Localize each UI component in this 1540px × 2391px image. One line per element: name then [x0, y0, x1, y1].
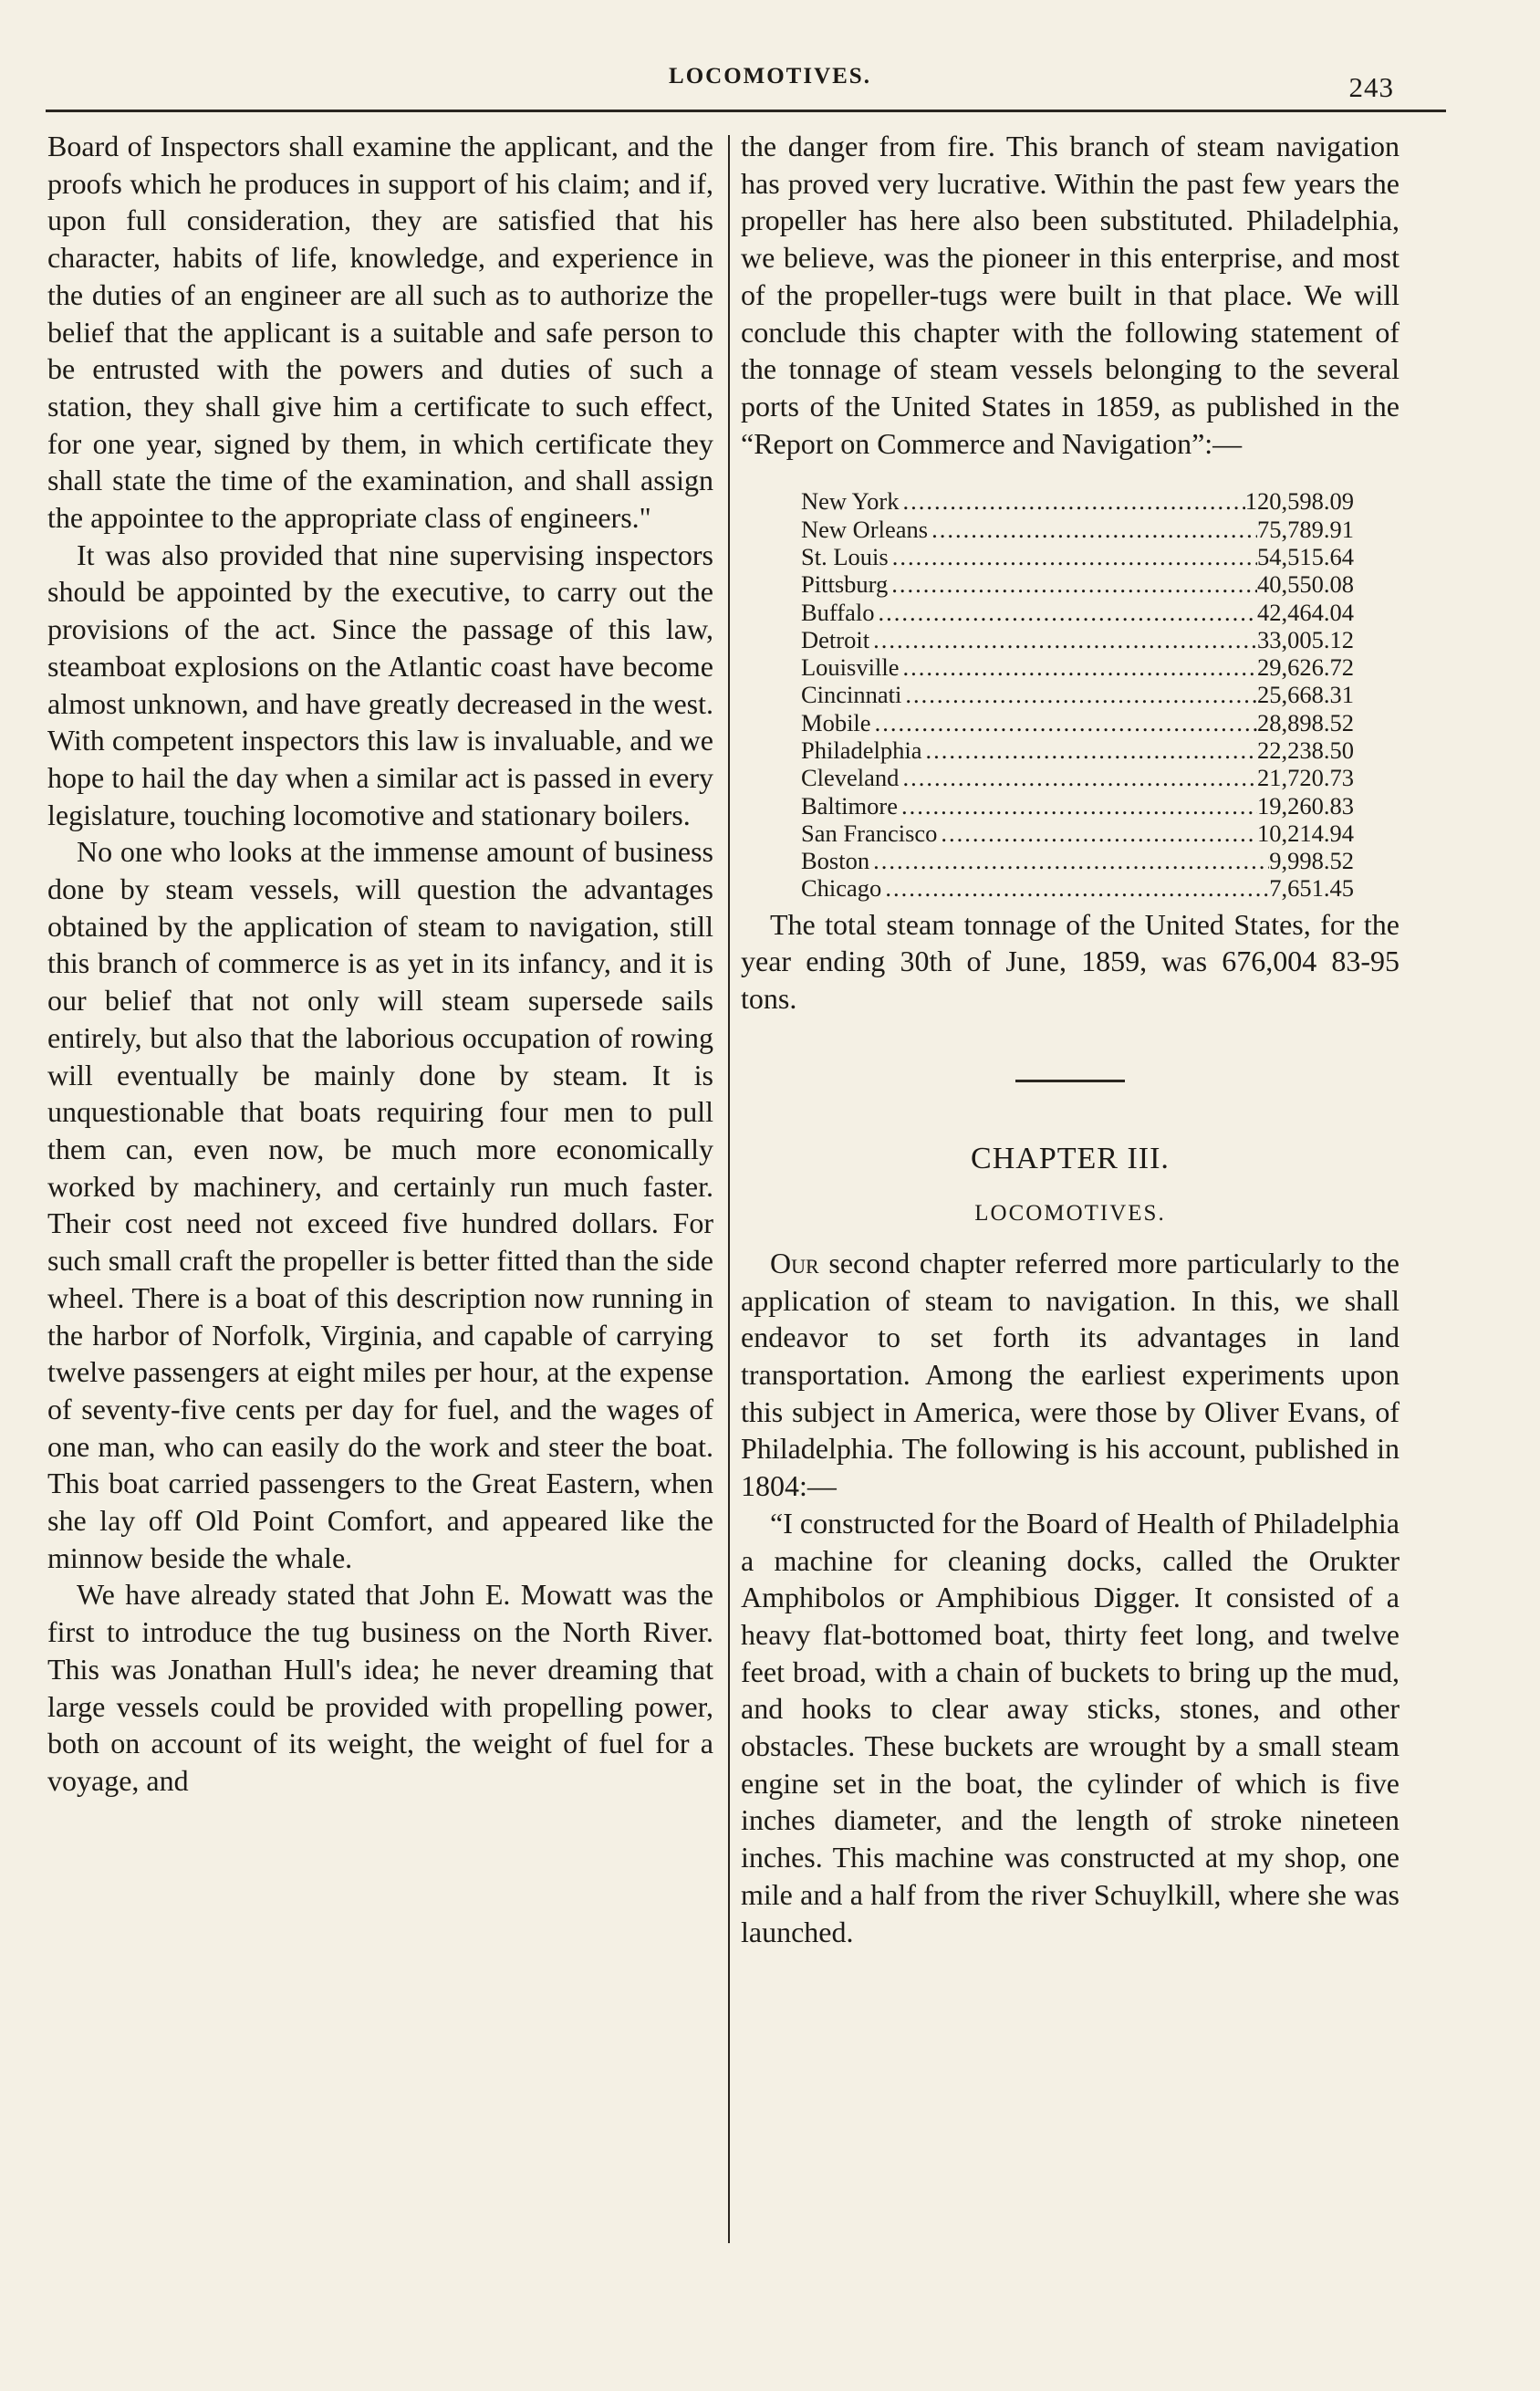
quote-paragraph: “I constructed for the Board of Health of Philadelphia a machine for cleaning docks, called the Orukter Amphibolos or Amphibious Digger. It consisted of a heavy flat-bottomed boat, thirty feet long, and twelve feet broad, with a chain of buckets to bring up the mud, and hooks to clear away sticks, stones, and other obstacles. These buckets are wrought by a small steam engine set in the boat, the cylinder of which is five inches diameter, and the length of stroke nineteen inches. This machine was constructed at my shop, one mile and a half from the river Schuylkill, where she was launched. [741, 1506, 1400, 1948]
tonnage-value: 25,668.31 [1257, 681, 1354, 709]
tonnage-value: 42,464.04 [1257, 598, 1354, 626]
chapter-subheading: LOCOMOTIVES. [974, 1200, 1166, 1226]
tonnage-value: 75,789.91 [1257, 515, 1354, 543]
dot-leader [869, 626, 1257, 653]
tonnage-value: 33,005.12 [1257, 625, 1354, 653]
header-rule [46, 110, 1446, 112]
dot-leader [899, 653, 1257, 681]
tonnage-value: 10,214.94 [1257, 819, 1354, 847]
dot-leader [921, 736, 1257, 764]
paragraph: No one who looks at the immense amount of business done by steam vessels, will question the advantages obtained by the application of steam to navigation, still this branch of commerce is as yet in its infancy, and it is our belief that not only will steam supersede sails entirely, but also that the laborious occupation of rowing will eventually be mainly done by steam. It is unquestionable that boats requiring four men to pull them can, even now, be much more economically worked by machinery, and certainly run much faster. Their cost need not exceed five hundred dollars. For such small craft the propeller is better fitted than the side wheel. There is a boat of this description now running in the harbor of Norfolk, Virginia, and capable of carrying twelve passengers at eight miles per hour, at the expense of seventy-five cents per day for fuel, and the wages of one man, who can easily do the work and steer the boat. This boat carried passengers to the Great Eastern, when she lay off Old Point Comfort, and appeared like the minnow beside the whale. [47, 835, 713, 1574]
table-row [801, 570, 1354, 598]
dot-leader [928, 516, 1257, 543]
paragraph: We have already stated that John E. Mowatt was the first to introduce the tug business on the North River. This was Jonathan Hull's idea; he never dreaming that large vessels could be provided with propelling power, both on account of its weight, the weight of fuel for a voyage, and [47, 1578, 713, 1797]
left-column [47, 128, 713, 1800]
port-name: St. Louis [801, 542, 889, 570]
tonnage-value: 21,720.73 [1257, 764, 1354, 792]
table-row [801, 709, 1354, 736]
tonnage-value: 19,260.83 [1257, 791, 1354, 820]
port-name: Mobile [801, 708, 871, 736]
section-rule [1015, 1080, 1125, 1082]
table-row [801, 792, 1354, 820]
paragraph: the danger from fire. This branch of steam navigation has proved very lucrative. Within the past few years the propeller has here also been substituted. Philadelphia, we believe, was the pioneer in this enterprise, and most of the propeller-tugs were built in that place. We will conclude this chapter with the following statement of the tonnage of steam vessels belonging to the several ports of the United States in 1859, as published in the “Report on Commerce and Navigation”:— [741, 130, 1400, 460]
port-name: San Francisco [801, 819, 938, 847]
table-row [801, 764, 1354, 791]
table-row [801, 736, 1354, 764]
dot-leader [889, 543, 1257, 570]
column-divider [728, 135, 730, 2243]
table-row [801, 626, 1354, 653]
dot-leader [874, 599, 1257, 626]
opening-word: Our [770, 1246, 819, 1279]
table-row [801, 487, 1354, 515]
tonnage-value: 29,626.72 [1257, 653, 1354, 682]
dot-leader [901, 681, 1257, 708]
port-name: Boston [801, 847, 870, 875]
table-row [801, 681, 1354, 708]
dot-leader [898, 792, 1257, 820]
dot-leader [899, 764, 1257, 791]
tonnage-value: 7,651.45 [1269, 874, 1354, 903]
port-name: Detroit [801, 625, 870, 653]
port-name: Cincinnati [801, 681, 902, 709]
dot-leader [871, 709, 1257, 736]
port-name: New York [801, 487, 900, 516]
table-row [801, 543, 1354, 570]
dot-leader [888, 570, 1257, 598]
table-row [801, 599, 1354, 626]
port-name: Philadelphia [801, 736, 922, 764]
port-name: New Orleans [801, 515, 929, 543]
tonnage-value: 22,238.50 [1257, 736, 1354, 764]
right-column [741, 128, 1400, 1950]
dot-leader [900, 487, 1245, 515]
tonnage-value: 9,998.52 [1269, 847, 1354, 875]
paragraph: Board of Inspectors shall examine the applicant, and the proofs which he produces in support of his claim; and if, upon full consideration, they are satisfied that his character, habits of life, knowledge, and experience in the duties of an engineer are all such as to authorize the belief that the applicant is a suitable and safe person to be entrusted with the powers and duties of such a station, they shall give him a certificate to such effect, for one year, signed by them, in which certificate they shall state the time of the examination, and shall assign the appointee to the appropriate class of engineers." [47, 130, 713, 535]
port-name: Chicago [801, 874, 882, 903]
paragraph: It was also provided that nine supervising inspectors should be appointed by the executive, to carry out the provisions of the act. Since the passage of this law, steamboat explosions on the Atlantic coast have become almost unknown, and have greatly decreased in the west. With competent inspectors this law is invaluable, and we hope to hail the day when a similar act is passed in every legislature, touching locomotive and stationary boilers. [47, 538, 713, 831]
port-name: Cleveland [801, 764, 900, 792]
table-row [801, 847, 1354, 874]
tonnage-value: 28,898.52 [1257, 708, 1354, 736]
table-row [801, 874, 1354, 902]
dot-leader [937, 820, 1257, 847]
dot-leader [869, 847, 1269, 874]
chapter-opening-paragraph [741, 1245, 1400, 1505]
port-name: Pittsburg [801, 570, 889, 599]
page-number: 243 [1348, 71, 1394, 103]
table-row [801, 820, 1354, 847]
table-row [801, 653, 1354, 681]
tonnage-value: 40,550.08 [1257, 570, 1354, 599]
paragraph-text: second chapter referred more particularly to the application of steam to navigation. In this, we shall endeavor to set forth its advantages in land transportation. Among the earliest experiments upon this subject in America, were those by Oliver Evans, of Philadelphia. The following is his account, published in 1804:— [741, 1246, 1400, 1503]
tonnage-value: 54,515.64 [1257, 542, 1354, 570]
tonnage-value: 120,598.09 [1244, 487, 1354, 516]
total-tonnage-paragraph: The total steam tonnage of the United States, for the year ending 30th of June, 1859, was 676,004 83-95 tons. [741, 907, 1400, 1016]
port-name: Louisville [801, 653, 900, 682]
port-name: Buffalo [801, 598, 875, 626]
dot-leader [881, 874, 1269, 902]
table-row [801, 516, 1354, 543]
tonnage-table [801, 487, 1354, 902]
running-head: LOCOMOTIVES. [669, 64, 871, 89]
port-name: Baltimore [801, 791, 898, 820]
chapter-heading: CHAPTER III. [971, 1141, 1170, 1175]
